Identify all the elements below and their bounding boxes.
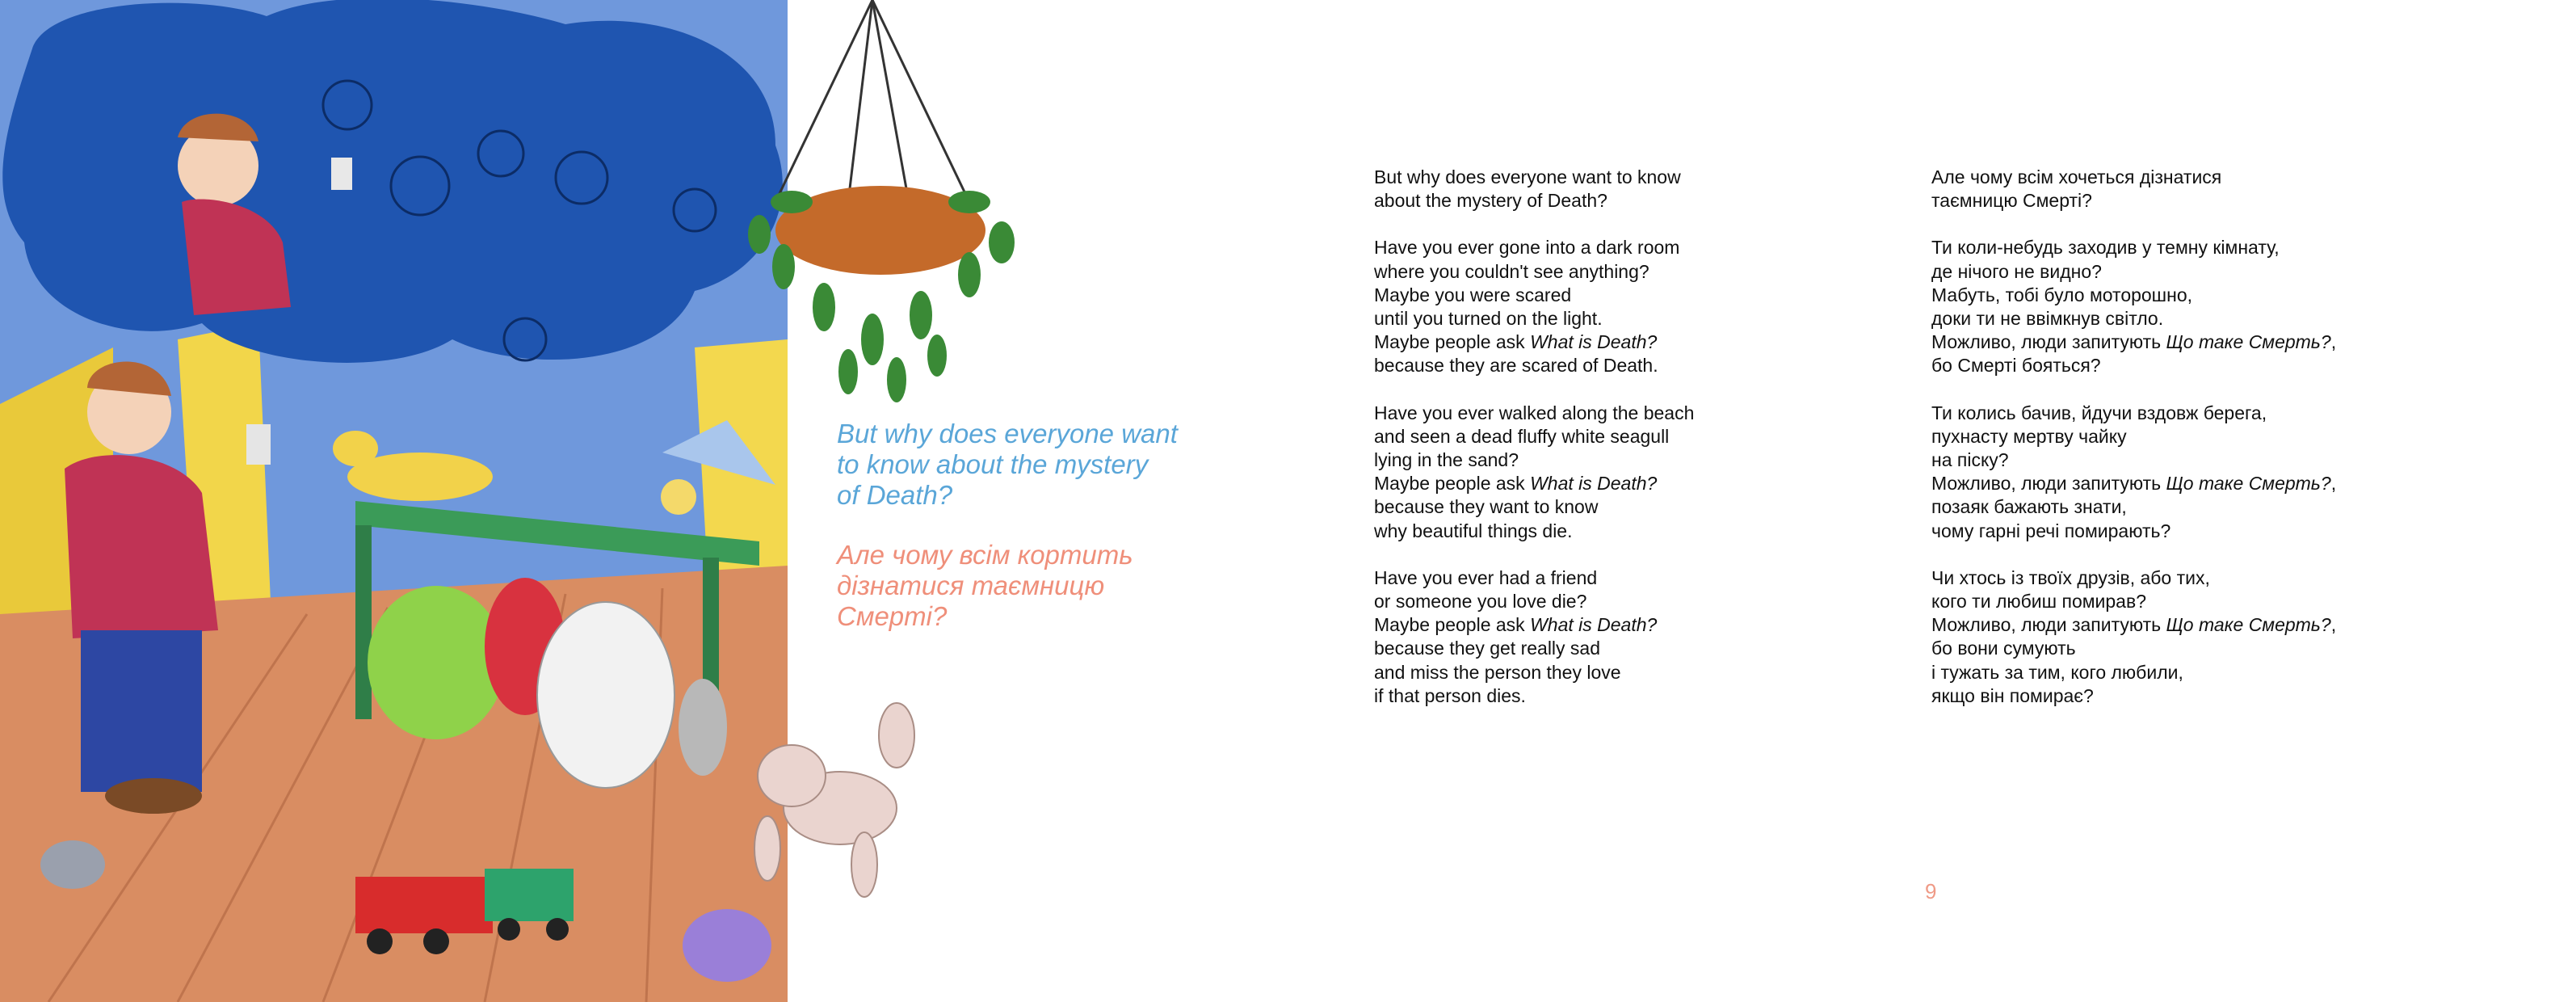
ukrainian-emphasis: Що таке Смерть? xyxy=(2166,614,2331,636)
english-line: because they get really sad xyxy=(1374,638,1601,659)
ukrainian-stanza xyxy=(1931,566,2336,708)
english-line: Maybe people ask What is Death? xyxy=(1374,473,1658,495)
english-line: if that person dies. xyxy=(1374,684,1526,706)
ukrainian-line: пухнасту мертву чайку xyxy=(1931,425,2127,447)
english-line: or someone you love die? xyxy=(1374,591,1587,613)
ukrainian-line: Мабуть, тобі було моторошно, xyxy=(1931,284,2193,305)
dark-cloud xyxy=(2,0,783,363)
english-line: about the mystery of Death? xyxy=(1374,190,1607,212)
ukrainian-line: доки ти не ввімкнув світло. xyxy=(1931,308,2164,330)
english-stanza xyxy=(1374,566,1694,708)
robot-mouse-toy xyxy=(679,679,727,776)
ukrainian-line: де нічого не видно? xyxy=(1931,260,2102,282)
english-stanza xyxy=(1374,402,1694,543)
ukrainian-line: Але чому всім хочеться дізнатися xyxy=(1931,166,2222,187)
illustration-panel xyxy=(0,0,788,1002)
ukrainian-line: чому гарні речі помирають? xyxy=(1931,520,2171,541)
ukrainian-line: таємницю Смерті? xyxy=(1931,190,2092,212)
ukrainian-line: Можливо, люди запитують Що таке Смерть?, xyxy=(1931,614,2337,636)
english-line: Have you ever had a friend xyxy=(1374,566,1598,588)
english-emphasis: What is Death? xyxy=(1530,614,1658,636)
english-emphasis: What is Death? xyxy=(1530,331,1658,353)
green-monster-toy xyxy=(368,586,505,739)
english-line: why beautiful things die. xyxy=(1374,520,1573,541)
caption-ukrainian: Але чому всім кортить дізнатися таємницю Смерті? xyxy=(837,540,1133,631)
ukrainian-stanza xyxy=(1931,166,2336,213)
ukrainian-stanza xyxy=(1931,402,2336,543)
ukrainian-line: Ти колись бачив, йдучи вздовж берега, xyxy=(1931,402,2267,423)
english-line: because they are scared of Death. xyxy=(1374,355,1658,377)
ukrainian-text-column xyxy=(1931,166,2336,731)
white-dog-toy xyxy=(537,602,674,788)
english-line: Maybe people ask What is Death? xyxy=(1374,614,1658,636)
english-line: and miss the person they love xyxy=(1374,661,1621,683)
english-line: lying in the sand? xyxy=(1374,449,1519,471)
ukrainian-line: позаяк бажають знати, xyxy=(1931,496,2127,518)
english-text-column xyxy=(1374,166,1694,731)
english-line: But why does everyone want to know xyxy=(1374,166,1681,187)
light-switch xyxy=(246,424,271,465)
page-number: 9 xyxy=(1925,879,1937,903)
english-line: until you turned on the light. xyxy=(1374,308,1603,330)
boy-trousers xyxy=(81,630,202,792)
ukrainian-line: Можливо, люди запитують Що таке Смерть?, xyxy=(1931,331,2337,353)
hanging-plant xyxy=(727,0,1018,420)
ukrainian-line: кого ти любиш помирав? xyxy=(1931,591,2146,613)
ukrainian-line: Чи хтось із твоїх друзів, або тих, xyxy=(1931,566,2210,588)
ukrainian-line: бо Смерті бояться? xyxy=(1931,355,2101,377)
english-line: Have you ever walked along the beach xyxy=(1374,402,1695,423)
mouse xyxy=(40,840,105,889)
ukrainian-line: бо вони сумують xyxy=(1931,638,2076,659)
english-stanza xyxy=(1374,236,1694,377)
english-line: and seen a dead fluffy white seagull xyxy=(1374,425,1670,447)
english-emphasis: What is Death? xyxy=(1530,473,1658,495)
english-line: Maybe you were scared xyxy=(1374,284,1572,305)
ukrainian-line: якщо він помирає? xyxy=(1931,684,2094,706)
ukrainian-emphasis: Що таке Смерть? xyxy=(2166,473,2331,495)
english-stanza xyxy=(1374,166,1694,213)
ukrainian-line: і тужать за тим, кого любили, xyxy=(1931,661,2183,683)
ukrainian-stanza xyxy=(1931,236,2336,377)
ukrainian-line: Ти коли-небудь заходив у темну кімнату, xyxy=(1931,237,2280,259)
bedroom-illustration xyxy=(0,0,788,1002)
purple-cat-toy xyxy=(683,909,771,982)
alarm-clock xyxy=(661,479,696,515)
pink-poodle xyxy=(735,687,953,913)
english-line: because they want to know xyxy=(1374,496,1599,518)
ukrainian-line: Можливо, люди запитують Що таке Смерть?, xyxy=(1931,473,2337,495)
caption-english: But why does everyone want to know about the mystery of Death? xyxy=(837,419,1178,510)
ukrainian-line: на піску? xyxy=(1931,449,2009,471)
english-line: Have you ever gone into a dark room xyxy=(1374,237,1680,259)
ukrainian-emphasis: Що таке Смерть? xyxy=(2166,331,2331,353)
english-line: where you couldn't see anything? xyxy=(1374,260,1649,282)
english-line: Maybe people ask What is Death? xyxy=(1374,331,1658,353)
